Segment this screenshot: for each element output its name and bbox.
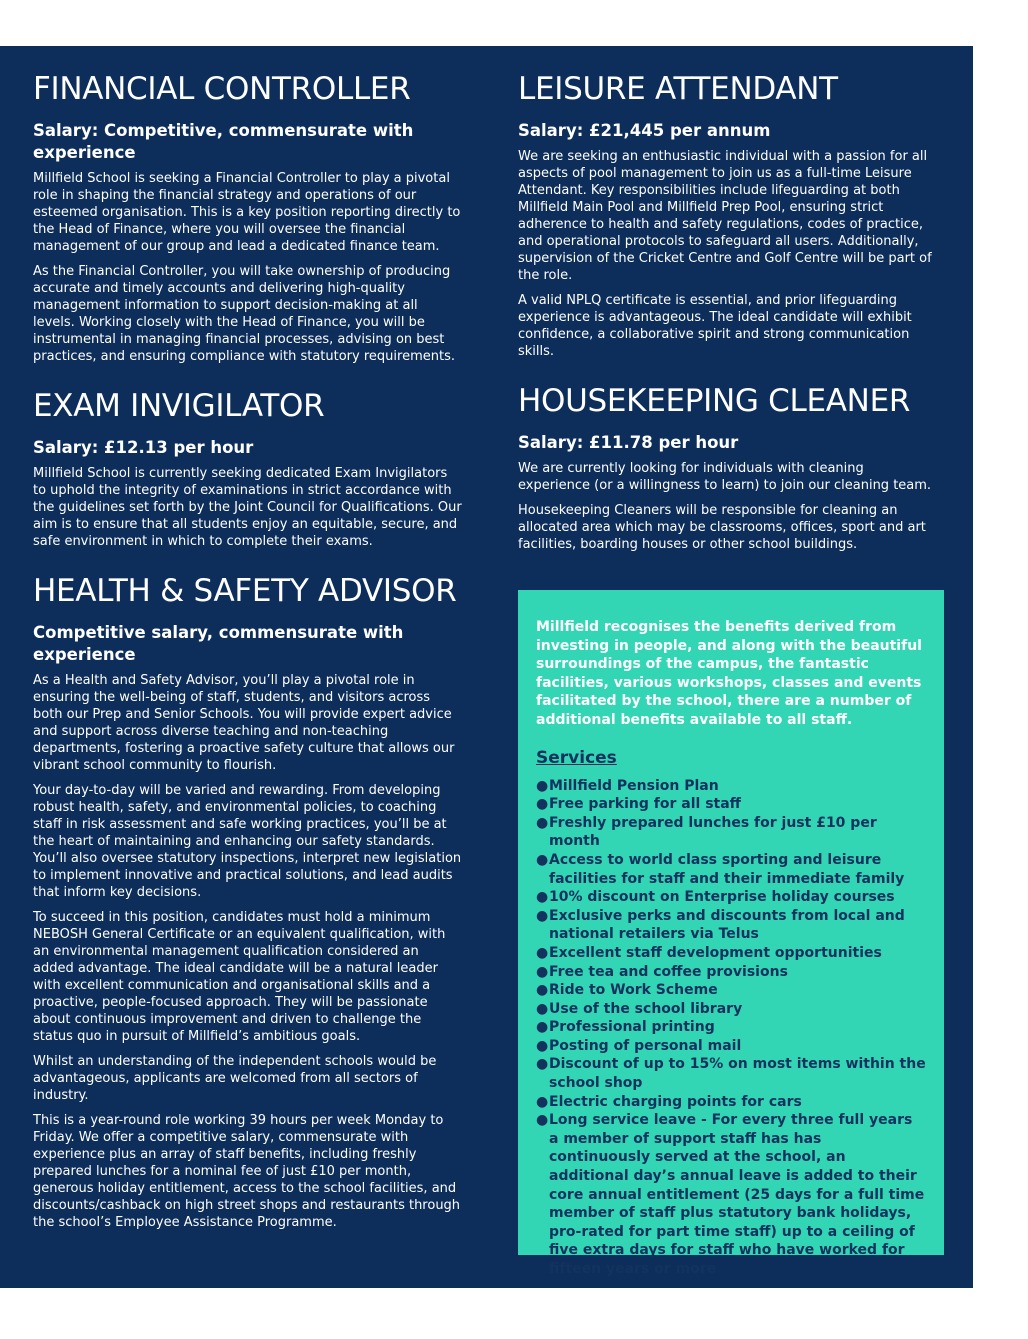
benefits-box <box>518 590 944 1277</box>
financial-controller-paragraph-2: As the Financial Controller, you will take ownership of producing accurate and timely accounts and delivering high-quality management information to support decision-making at all levels. Working closely with the Head of Finance, you will be instrumental in managing financial processes, advising on best practices, and ensuring compliance with statutory requirements. <box>33 264 455 364</box>
leisure-attendant-section <box>518 70 936 360</box>
financial-controller-paragraph-1: Millfield School is seeking a Financial Controller to play a pivotal role in shaping the financial strategy and operations of our esteemed organisation. This is a key position reporting directly to the Head of Finance, where you will oversee the financial management of our group and lead a dedicated finance team. <box>33 171 461 254</box>
benefits-intro: Millfield recognises the benefits derived from investing in people, and along with the beautiful surroundings of the campus, the fantastic facilities, various workshops, classes and events facilitated by the school, there are a number of additional benefits available to all staff. <box>536 619 922 728</box>
bullet-icon: ● <box>536 1000 549 1017</box>
bullet-icon: ● <box>536 777 549 794</box>
bullet-icon: ● <box>536 963 549 980</box>
bullet-icon: ● <box>536 1019 549 1036</box>
housekeeping-cleaner-salary: Salary: £11.78 per hour <box>518 433 739 452</box>
list-item: ● Free parking for all staff <box>536 796 742 813</box>
housekeeping-cleaner-paragraph-2: Housekeeping Cleaners will be responsible for cleaning an allocated area which may be classrooms, offices, sport and art facilities, boarding houses or other school buildings. <box>518 503 926 552</box>
list-item: ● Posting of personal mail <box>536 1037 742 1054</box>
bullet-icon: ● <box>536 851 549 868</box>
services-heading: Services <box>536 747 617 768</box>
list-item: ● Electric charging points for cars <box>536 1093 802 1110</box>
bullet-icon: ● <box>536 1093 549 1110</box>
bullet-icon: ● <box>536 796 549 813</box>
leisure-attendant-salary: Salary: £21,445 per annum <box>518 121 771 140</box>
list-item: ● Freshly prepared lunches for just £10 per month <box>536 814 877 850</box>
exam-invigilator-title: EXAM INVIGILATOR <box>33 388 325 424</box>
leisure-attendant-title: LEISURE ATTENDANT <box>518 71 838 107</box>
health-safety-paragraph-4: Whilst an understanding of the independent schools would be advantageous, applicants are welcomed from all sectors of industry. <box>33 1054 437 1103</box>
leisure-attendant-paragraph-1: We are seeking an enthusiastic individual with a passion for all aspects of pool management to join us as a full-time Leisure Attendant. Key responsibilities include lifeguarding at both Millfield Main Pool and Millfield Prep Pool, ensuring strict adherence to health and safety regulations, codes of practice, and operational protocols to safeguard all users. Additionally, supervision of the Cricket Centre and Golf Centre will be part of the role. <box>518 149 932 283</box>
health-safety-paragraph-1: As a Health and Safety Advisor, you’ll play a pivotal role in ensuring the well-being of staff, students, and visitors across both our Prep and Senior Schools. You will provide expert advice and support across diverse teaching and non-teaching departments, fostering a proactive safety culture that allows our vibrant school community to flourish. <box>33 673 455 773</box>
list-item: ● Use of the school library <box>536 1000 743 1017</box>
list-item: ● Excellent staff development opportunities <box>536 944 882 961</box>
health-safety-salary: Competitive salary, commensurate with experience <box>33 623 404 664</box>
list-item: ● Discount of up to 15% on most items within the school shop <box>536 1056 926 1092</box>
health-safety-paragraph-5: This is a year-round role working 39 hours per week Monday to Friday. We offer a competitive salary, commensurate with experience plus an array of staff benefits, including freshly prepared lunches for a nominal fee of just £10 per month, generous holiday entitlement, access to the school facilities, and discounts/cashback on high street shops and restaurants through the school’s Employee Assistance Programme. <box>33 1113 461 1230</box>
bullet-icon: ● <box>536 1037 549 1054</box>
services-list <box>536 777 926 1279</box>
right-column <box>518 70 936 553</box>
exam-invigilator-salary: Salary: £12.13 per hour <box>33 438 254 457</box>
financial-controller-section <box>33 70 463 365</box>
exam-invigilator-paragraph-1: Millfield School is currently seeking dedicated Exam Invigilators to uphold the integrity of examinations in strict accordance with the guidelines set forth by the Joint Council for Qualifications. Our aim is to ensure that all students enjoy an equitable, secure, and safe environment in which to complete their exams. <box>33 466 462 549</box>
bullet-icon: ● <box>536 1112 549 1129</box>
health-safety-paragraph-2: Your day-to-day will be varied and rewarding. From developing robust health, safety, and environmental policies, to coaching staff in risk assessment and safe working practices, you’ll be at the heart of maintaining and enhancing our safety standards. You’ll also oversee statutory inspections, interpret new legislation to implement innovative and practical solutions, and lead audits that inform key decisions. <box>33 783 462 900</box>
list-item: ● Long service leave - For every three full years a member of support staff has has continuously served at the school, an additional day’s annual leave is added to their core annual entitlement (25 days for a full time member of staff plus statutory bank holidays, pro-rated for part time staff) up to a ceiling of five extra days for staff who have worked for fifteen years or more <box>536 1112 925 1277</box>
bullet-icon: ● <box>536 944 549 961</box>
health-safety-section <box>33 572 463 1231</box>
list-item: ● Exclusive perks and discounts from local and national retailers via Telus <box>536 907 905 943</box>
list-item: ● Ride to Work Scheme <box>536 982 718 999</box>
bullet-icon: ● <box>536 982 549 999</box>
bullet-icon: ● <box>536 1056 549 1073</box>
housekeeping-cleaner-paragraph-1: We are currently looking for individuals with cleaning experience (or a willingness to learn) to join our cleaning team. <box>518 461 932 493</box>
financial-controller-title: FINANCIAL CONTROLLER <box>33 71 411 107</box>
bullet-icon: ● <box>536 814 549 831</box>
financial-controller-salary: Salary: Competitive, commensurate with experience <box>33 121 414 162</box>
list-item: ● Access to world class sporting and leisure facilities for staff and their immediate family <box>536 851 905 887</box>
health-safety-paragraph-3: To succeed in this position, candidates must hold a minimum NEBOSH General Certificate or an equivalent qualification, with an environmental management qualification considered an added advantage. The ideal candidate will be a natural leader with excellent communication and organisational skills and a proactive, people-focused approach. They will be passionate about continuous improvement and driven to challenge the status quo in pursuit of Millfield’s ambitious goals. <box>33 910 446 1044</box>
health-safety-title: HEALTH & SAFETY ADVISOR <box>33 573 457 609</box>
housekeeping-cleaner-section <box>518 382 936 553</box>
leisure-attendant-paragraph-2: A valid NPLQ certificate is essential, and prior lifeguarding experience is advantageous. The ideal candidate will exhibit confidence, a collaborative spirit and strong communication skills. <box>518 293 912 359</box>
list-item: ● 10% discount on Enterprise holiday courses <box>536 889 895 906</box>
list-item: ● Professional printing <box>536 1019 715 1036</box>
bullet-icon: ● <box>536 907 549 924</box>
list-item: ● Millfield Pension Plan <box>536 777 719 794</box>
housekeeping-cleaner-title: HOUSEKEEPING CLEANER <box>518 383 911 419</box>
list-item: ● Free tea and coffee provisions <box>536 963 788 980</box>
exam-invigilator-section <box>33 387 463 550</box>
bullet-icon: ● <box>536 889 549 906</box>
left-column <box>33 70 463 1231</box>
